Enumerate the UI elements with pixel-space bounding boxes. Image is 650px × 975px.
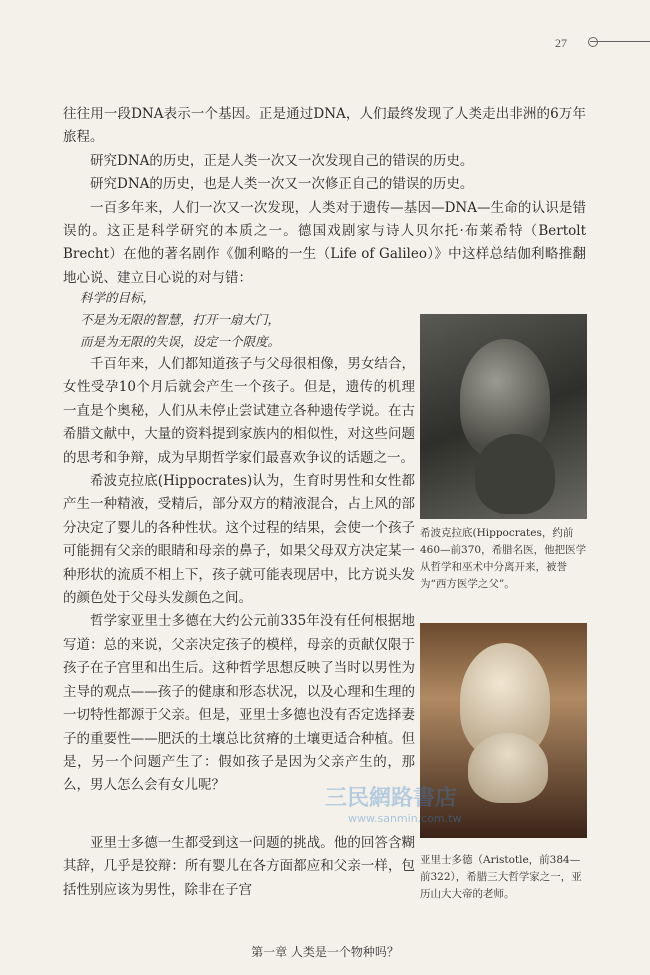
page-number: 27 [555, 36, 567, 50]
brecht-quote [80, 287, 410, 353]
bust-beard [475, 434, 555, 514]
paragraph: 千百年来，人们都知道孩子与父母很相像，男女结合，女性受孕10个月后就会产生一个孩子。但是，遗传的机理一直是个奥秘，人们从未停止尝试建立各种遗传学说。在古希腊文献中，大量的资料提到家族内的相似性，对这些问题的思考和争辩，成为早期哲学家们最喜欢争议的话题之一。 [63, 356, 415, 466]
paragraph: 亚里士多德一生都受到这一问题的挑战。他的回答含糊其辞，几乎是狡辩：所有婴儿在各方面都应和父亲一样，包括性别应该为男性，除非在子宫 [63, 835, 415, 898]
top-text-block [63, 103, 586, 290]
paragraph: 哲学家亚里士多德在大约公元前335年没有任何根据地写道：总的来说，父亲决定孩子的模样，母亲的贡献仅限于孩子在子宫里和出生后。这种哲学思想反映了当时以男性为主导的观点——孩子的健康和形态状况，以及心理和生理的一切特性都源于父亲。但是，亚里士多德也没有否定选择妻子的重要性——肥沃的土壤总比贫瘠的土壤更适合种植。但是，另一个问题产生了：假如孩子是因为父亲产生的，那么，男人怎么会有女儿呢？ [63, 613, 415, 794]
page-number-ornament [588, 37, 598, 47]
aristotle-caption: 亚里士多德（Aristotle，前384—前322），希腊三大哲学家之一，亚历山大大帝的老师。 [420, 854, 582, 900]
quote-line: 科学的目标， [80, 290, 156, 305]
hippocrates-bust-image [420, 314, 587, 519]
chapter-footer: 第一章 人类是一个物种吗？ [251, 945, 399, 959]
paragraph: 往往用一段DNA表示一个基因。正是通过DNA，人们最终发现了人类走出非洲的6万年旅程。 [63, 106, 586, 146]
paragraph: 希波克拉底(Hippocrates)认为，生育时男性和女性都产生一种精液，受精后，部分双方的精液混合，占上风的部分决定了婴儿的各种性状。这个过程的结果，会使一个孩子可能拥有父亲的眼睛和母亲的鼻子，如果父母双方决定某一种形状的流质不相上下，孩子就可能表现居中，比方说头发的颜色处于父母头发颜色之间。 [63, 473, 415, 607]
quote-line: 而是为无限的失误，设定一个限度。 [80, 334, 281, 349]
page-number-rule [590, 41, 650, 42]
main-column [63, 353, 415, 798]
watermark-url: www.sanmin.com.tw [348, 812, 462, 825]
bust-beard [468, 733, 548, 803]
paragraph: 研究DNA的历史，正是人类一次又一次发现自己的错误的历史。 [90, 152, 474, 169]
quote-line: 不是为无限的智慧，打开一扇大门， [80, 312, 281, 327]
paragraph: 一百多年来，人们一次又一次发现，人类对于遗传—基因—DNA—生命的认识是错误的。这正是科学研究的本质之一。德国戏剧家与诗人贝尔托·布莱希特（Bertolt Brecht）在他的著名剧作《伽利略的一生（Life of Galileo）》中这样总结伽利略推翻地心说、建立日心说的对与错： [63, 199, 586, 286]
hippocrates-caption: 希波克拉底(Hippocrates，约前460—前370，希腊名医，他把医学从哲学和巫术中分离开来，被誉为“西方医学之父”。 [420, 527, 587, 590]
bottom-column [63, 832, 415, 902]
watermark-logo: 三民網路書店 [325, 786, 458, 811]
paragraph: 研究DNA的历史，也是人类一次又一次修正自己的错误的历史。 [90, 176, 474, 193]
